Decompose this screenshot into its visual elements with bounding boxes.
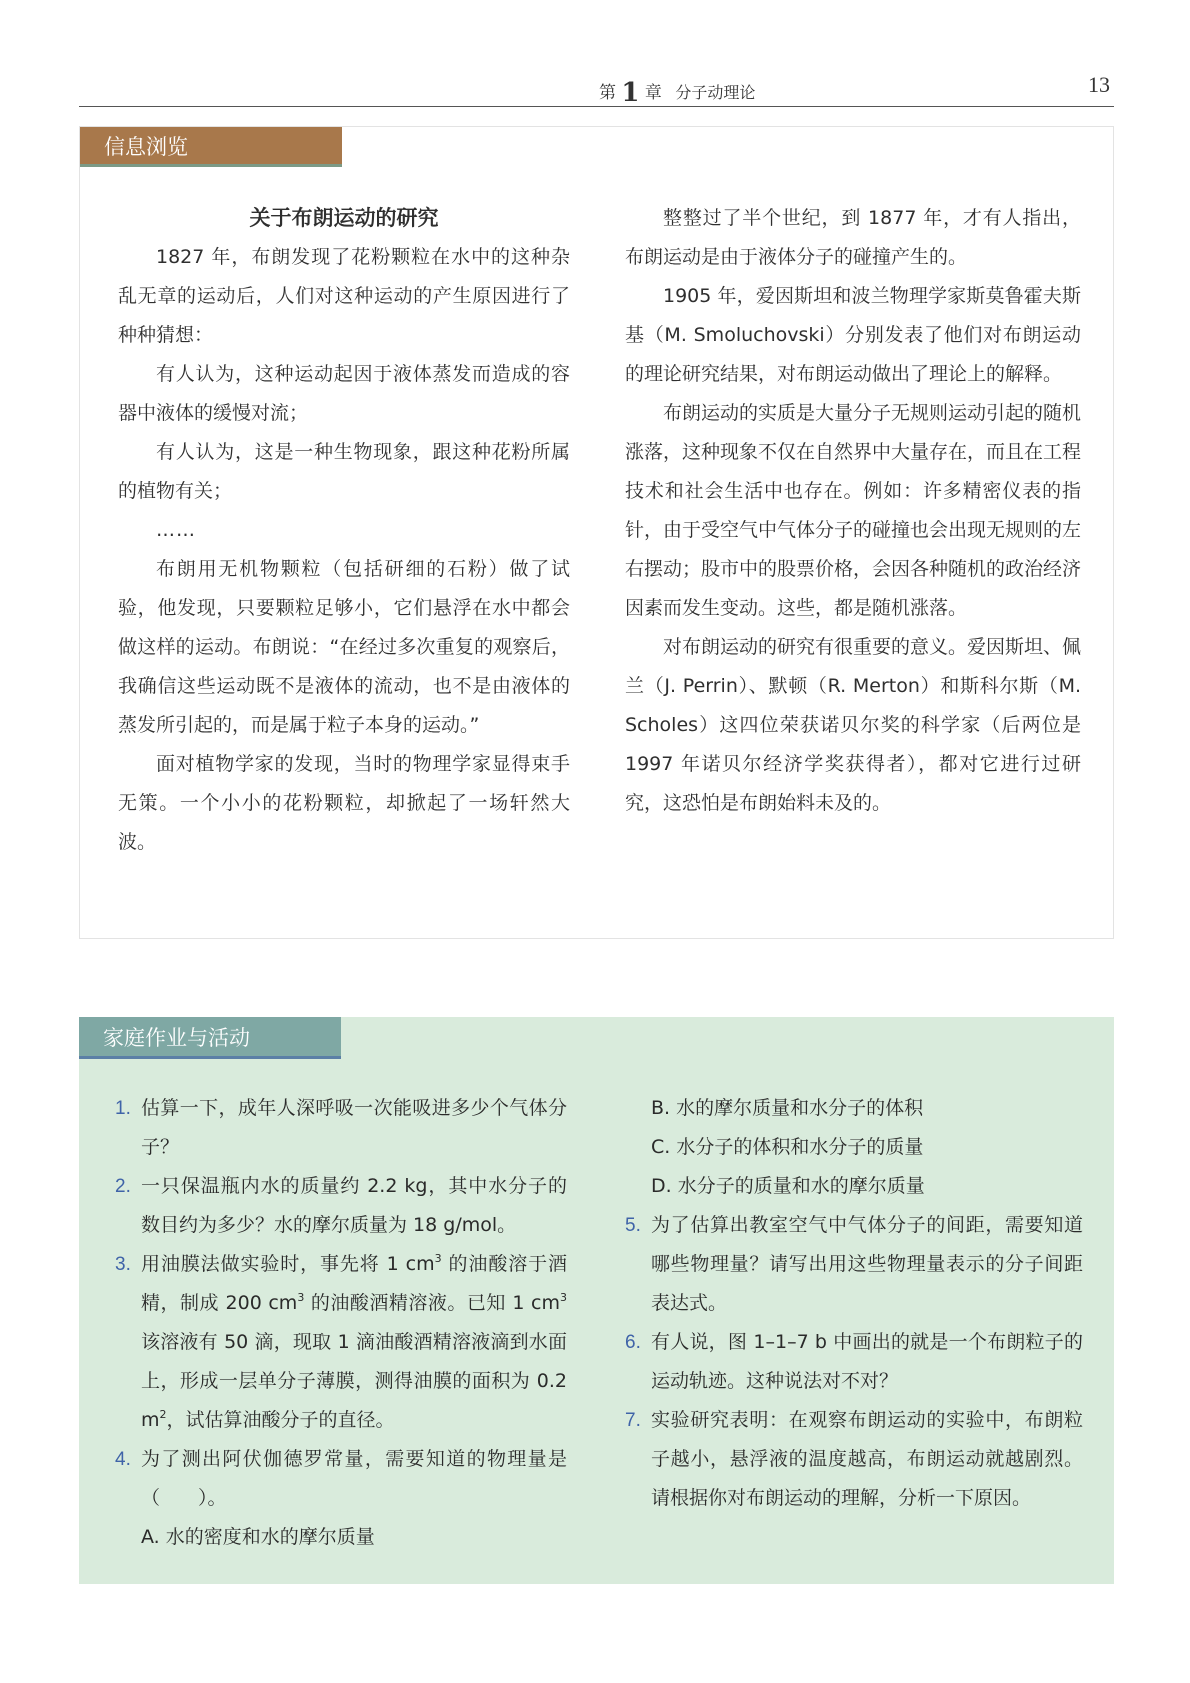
question-5: [625, 1206, 1083, 1323]
homework-section: [79, 1017, 1114, 1584]
ellipsis: ……: [156, 519, 196, 541]
homework-section-tab: 家庭作业与活动: [79, 1017, 341, 1059]
article-title: 关于布朗运动的研究: [249, 206, 439, 230]
option-a: A. 水的密度和水的摩尔质量: [141, 1526, 375, 1548]
chapter-number: 1: [621, 78, 640, 108]
question-number: 2.: [115, 1176, 131, 1197]
question-4: [115, 1440, 567, 1518]
chapter-title: 分子动理论: [675, 83, 756, 102]
question-text: 用油膜法做实验时，事先将 1 $cm^3$ 的油酸溶于酒精，制成 200 $cm^3$ 的油酸酒精溶液。已知 1 $cm^3$ 该溶液有 50 滴，现取 1 滴油酸酒精溶液滴到水面上，形成一层单分子薄膜，测得油膜的面积为 0.2 $m^2$，试估算油酸分子的直径。: [141, 1252, 567, 1431]
paragraph: 1905 年，爱因斯坦和波兰物理学家斯莫鲁霍夫斯基（M. Smoluchovski）分别发表了他们对布朗运动的理论研究结果，对布朗运动做出了理论上的解释。: [625, 285, 1081, 385]
paragraph: 有人认为，这种运动起因于液体蒸发而造成的容器中液体的缓慢对流；: [118, 363, 570, 424]
question-text: 为了估算出教室空气中气体分子的间距，需要知道哪些物理量？请写出用这些物理量表示的分子间距表达式。: [651, 1214, 1083, 1314]
question-number: 1.: [115, 1098, 131, 1119]
question-number: 4.: [115, 1449, 131, 1470]
question-2: [115, 1167, 567, 1245]
page-number: 13: [1088, 72, 1110, 97]
homework-left-column: [115, 1089, 567, 1557]
chapter-heading: [599, 78, 756, 108]
chapter-prefix: 第: [599, 83, 616, 103]
question-text: 有人说，图 1–1–7 b 中画出的就是一个布朗粒子的运动轨迹。这种说法对不对？: [651, 1331, 1083, 1392]
question-3: [115, 1245, 567, 1440]
paragraph: 布朗用无机物颗粒（包括研细的石粉）做了试验，他发现，只要颗粒足够小，它们悬浮在水中都会做这样的运动。布朗说：“在经过多次重复的观察后，我确信这些运动既不是液体的流动，也不是由液体的蒸发所引起的，而是属于粒子本身的运动。”: [118, 558, 570, 736]
question-1: [115, 1089, 567, 1167]
question-text: 估算一下，成年人深呼吸一次能吸进多少个气体分子？: [141, 1097, 567, 1158]
paragraph: 1827 年，布朗发现了花粉颗粒在水中的这种杂乱无章的运动后，人们对这种运动的产生原因进行了种种猜想：: [118, 246, 570, 346]
question-number: 5.: [625, 1215, 641, 1236]
paragraph: 面对植物学家的发现，当时的物理学家显得束手无策。一个小小的花粉颗粒，却掀起了一场轩然大波。: [118, 753, 570, 853]
option-d: D. 水分子的质量和水的摩尔质量: [651, 1175, 925, 1197]
paragraph: 有人认为，这是一种生物现象，跟这种花粉所属的植物有关；: [118, 441, 570, 502]
homework-right-column: [625, 1089, 1083, 1518]
info-left-column: [118, 199, 570, 862]
info-section-tab: 信息浏览: [80, 127, 342, 167]
question-number: 6.: [625, 1332, 641, 1353]
question-number: 7.: [625, 1410, 641, 1431]
option-c: C. 水分子的体积和水分子的质量: [651, 1136, 924, 1158]
question-6: [625, 1323, 1083, 1401]
option-b: B. 水的摩尔质量和水分子的体积: [651, 1097, 924, 1119]
question-text: 一只保温瓶内水的质量约 2.2 kg，其中水分子的数目约为多少？水的摩尔质量为 18 g/mol。: [141, 1175, 567, 1236]
chapter-suffix: 章: [644, 83, 662, 103]
paragraph: 布朗运动的实质是大量分子无规则运动引起的随机涨落，这种现象不仅在自然界中大量存在，而且在工程技术和社会生活中也存在。例如：许多精密仪表的指针，由于受空气中气体分子的碰撞也会出现无规则的左右摆动；股市中的股票价格，会因各种随机的政治经济因素而发生变动。这些，都是随机涨落。: [625, 402, 1082, 619]
info-section: [79, 126, 1114, 939]
question-text: 实验研究表明：在观察布朗运动的实验中，布朗粒子越小，悬浮液的温度越高，布朗运动就越剧烈。请根据你对布朗运动的理解，分析一下原因。: [651, 1409, 1083, 1509]
paragraph: 对布朗运动的研究有很重要的意义。爱因斯坦、佩兰（J. Perrin）、默顿（R. Merton）和斯科尔斯（M. Scholes）这四位荣获诺贝尔奖的科学家（后两位是 1997 年诺贝尔经济学奖获得者），都对它进行过研究，这恐怕是布朗始料未及的。: [625, 636, 1082, 814]
page-header: [79, 70, 1114, 107]
info-right-column: [625, 199, 1081, 823]
paragraph: 整整过了半个世纪，到 1877 年，才有人指出，布朗运动是由于液体分子的碰撞产生的。: [625, 207, 1081, 268]
question-text: 为了测出阿伏伽德罗常量，需要知道的物理量是（ ）。: [141, 1448, 567, 1509]
question-7: [625, 1401, 1083, 1518]
question-number: 3.: [115, 1254, 131, 1275]
